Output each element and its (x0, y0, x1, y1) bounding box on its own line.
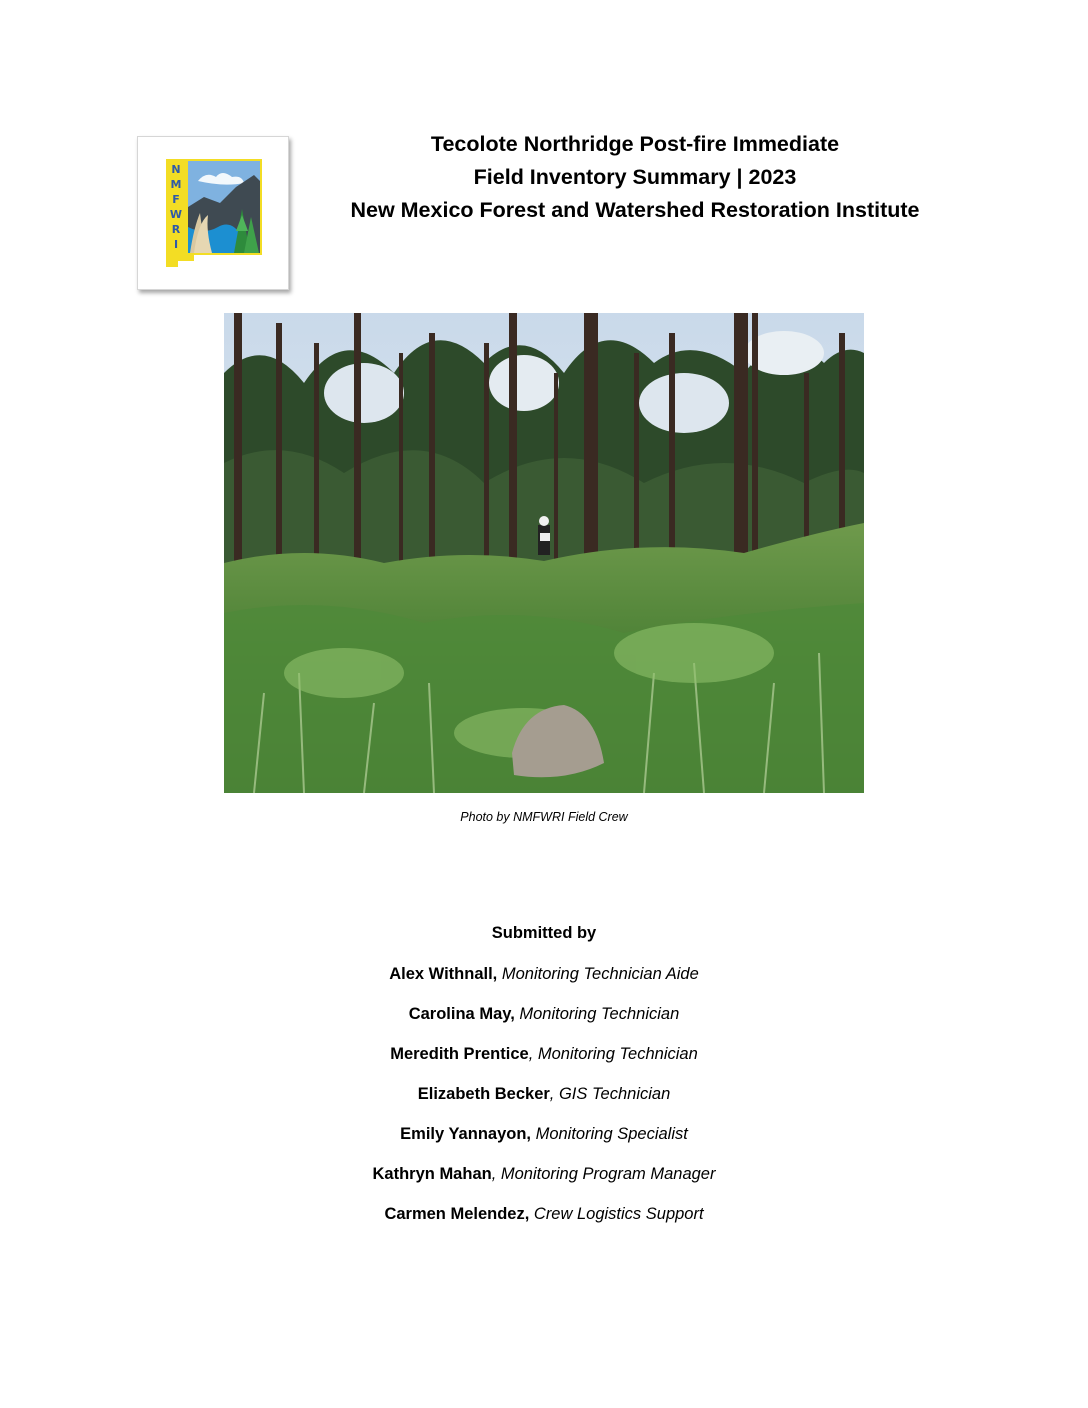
author-entry (194, 1162, 894, 1202)
author-entry (194, 1202, 894, 1242)
logo-letter: R (171, 223, 181, 236)
title-line-1: Tecolote Northridge Post-fire Immediate (430, 132, 840, 156)
logo-letter: W (169, 208, 183, 221)
author-role: Monitoring Technician (514, 1005, 680, 1023)
nmfwri-logo (137, 136, 289, 290)
author-name: Elizabeth Becker (417, 1085, 550, 1103)
document-title (330, 128, 940, 227)
author-name: Carmen Melendez, (384, 1205, 530, 1223)
photo-caption: Photo by NMFWRI Field Crew (460, 810, 628, 824)
author-role: , Monitoring Technician (528, 1045, 698, 1063)
author-name: Kathryn Mahan (372, 1165, 492, 1183)
author-role: Monitoring Technician Aide (497, 965, 699, 983)
logo-letter: N (171, 163, 181, 176)
author-role: , GIS Technician (549, 1085, 671, 1103)
logo-letter: I (173, 238, 179, 251)
submitted-by-heading: Submitted by (491, 924, 597, 942)
title-line-2: Field Inventory Summary | 2023 (473, 165, 797, 189)
author-list (194, 962, 894, 1242)
logo-letter: F (172, 193, 180, 206)
logo-letter: M (170, 178, 182, 191)
author-entry (194, 1082, 894, 1122)
author-entry (194, 962, 894, 1002)
author-entry (194, 1122, 894, 1162)
author-name: Carolina May, (408, 1005, 515, 1023)
author-role: Crew Logistics Support (529, 1205, 704, 1223)
author-role: , Monitoring Program Manager (491, 1165, 716, 1183)
author-name: Alex Withnall, (389, 965, 498, 983)
author-name: Emily Yannayon, (400, 1125, 531, 1143)
new-mexico-state-logo-icon (164, 157, 264, 269)
forest-photo (224, 313, 864, 793)
author-role: Monitoring Specialist (531, 1125, 688, 1143)
author-name: Meredith Prentice (390, 1045, 529, 1063)
title-line-3: New Mexico Forest and Watershed Restoration Institute (350, 198, 920, 222)
author-entry (194, 1002, 894, 1042)
author-entry (194, 1042, 894, 1082)
forest-scene-image (224, 313, 864, 793)
